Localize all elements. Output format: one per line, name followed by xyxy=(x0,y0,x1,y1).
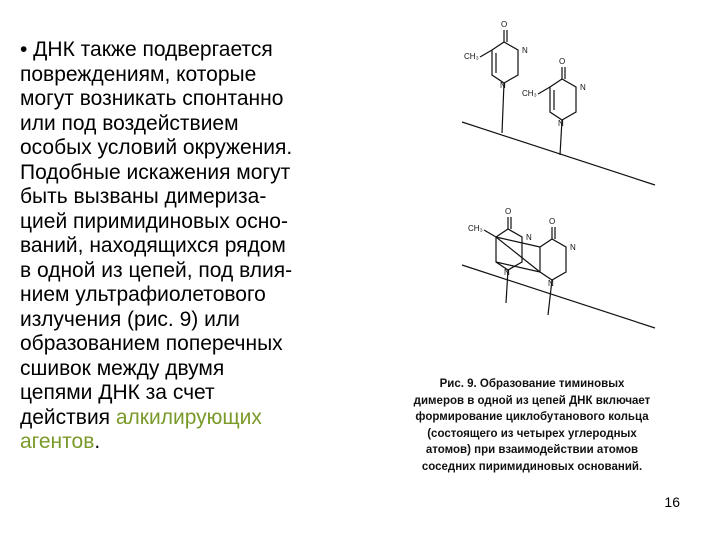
nitrogen-label: N xyxy=(526,233,532,242)
caption-line: атомов) при взаимодействии атомов xyxy=(425,444,639,456)
body-text xyxy=(20,38,370,455)
text-line: цией пиримидиновых осно- xyxy=(20,209,288,233)
caption-line: соседних пиримидиновых оснований. xyxy=(421,460,643,473)
nitrogen-label: N xyxy=(504,268,510,277)
text-line: Подобные искажения могут xyxy=(20,160,291,184)
text-line: нием ультрафиолетового xyxy=(20,283,266,306)
text-line: • ДНК также подвергается xyxy=(20,38,273,61)
dimer-ring-right xyxy=(540,239,566,280)
text-line: ваний, находящихся рядом xyxy=(20,234,286,257)
dna-strand-upper xyxy=(462,122,655,185)
text-line: быть вызваны димериза- xyxy=(20,185,267,208)
oxygen-label: O xyxy=(559,57,566,66)
methyl-bond xyxy=(538,87,550,94)
text-fragment: действия xyxy=(20,405,116,429)
oxygen-label: O xyxy=(549,217,556,226)
nitrogen-label: N xyxy=(500,81,506,90)
caption-line: (состоящего из четырех углеродных xyxy=(427,427,637,440)
dimer-ring-left xyxy=(496,229,522,270)
text-line: повреждениям, которые xyxy=(20,62,257,86)
text-fragment: . xyxy=(94,430,101,453)
thymine-dimer-figure xyxy=(440,15,710,345)
oxygen-label: O xyxy=(505,207,512,216)
figure-caption xyxy=(372,376,692,475)
caption-line: Рис. 9. Образование тиминовых xyxy=(439,378,625,390)
page-number: 16 xyxy=(664,494,680,510)
text-line: могут возникать спонтанно xyxy=(20,87,284,110)
methyl-label: CH₃ xyxy=(468,224,483,233)
caption-line: димеров в одной из цепей ДНК включает xyxy=(413,394,651,407)
text-line: образованием поперечных xyxy=(20,332,283,355)
text-line: в одной из цепей, под влия- xyxy=(20,258,293,282)
text-line xyxy=(20,430,370,455)
text-line: излучения (рис. 9) или xyxy=(20,307,240,331)
methyl-label: CH₃ xyxy=(464,52,479,61)
glycosidic-bond xyxy=(502,83,504,133)
nitrogen-label: N xyxy=(570,243,576,252)
nitrogen-label: N xyxy=(558,119,564,128)
nitrogen-label: N xyxy=(522,46,528,55)
text-line xyxy=(20,406,370,431)
oxygen-label: O xyxy=(501,20,508,29)
text-line: цепями ДНК за счет xyxy=(20,381,215,404)
text-line: сшивок между двумя xyxy=(20,356,225,380)
text-line: особых условий окружения. xyxy=(20,136,293,159)
caption-line: формирование циклобутанового кольца xyxy=(415,411,649,423)
nitrogen-label: N xyxy=(580,83,586,92)
methyl-label: CH₃ xyxy=(522,89,537,98)
methyl-bond xyxy=(484,230,496,237)
text-line: или под воздействием xyxy=(20,111,239,135)
dna-strand-lower xyxy=(462,265,655,328)
nitrogen-label: N xyxy=(548,279,554,288)
structure-diagram xyxy=(440,15,710,345)
agents-link-text[interactable]: агентов xyxy=(20,430,95,453)
alkylating-link-text[interactable]: алкилирующих xyxy=(115,405,262,429)
methyl-bond xyxy=(480,50,492,57)
